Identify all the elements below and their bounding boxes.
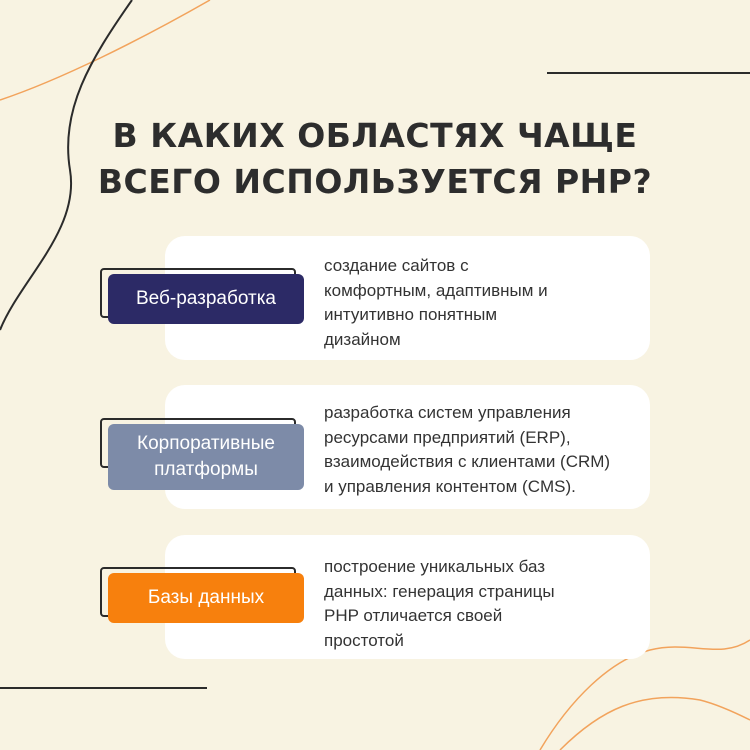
desc-web-line: создание сайтов с [324, 256, 469, 275]
desc-db-line: PHP отличается своей [324, 606, 503, 625]
desc-db [324, 555, 654, 653]
desc-corporate-line: разработка систем управления [324, 403, 571, 422]
tag-web-label [108, 274, 304, 324]
tag-corporate-text-2: платформы [154, 459, 258, 480]
desc-corporate [324, 401, 654, 499]
tag-db [100, 567, 305, 625]
tag-db-label [108, 573, 304, 623]
tag-corporate-text-1: Корпоративные [137, 433, 275, 454]
desc-web-line: дизайном [324, 329, 401, 349]
desc-db-line: построение уникальных баз [324, 557, 546, 576]
desc-db-line: простотой [324, 630, 404, 650]
orange-curve-top [0, 0, 210, 100]
desc-corporate-line: ресурсами предприятий (ERP), [324, 427, 571, 447]
title-line-2: ВСЕГО ИСПОЛЬЗУЕТСЯ PHP? [97, 162, 653, 201]
page-title [60, 113, 690, 205]
desc-web-line: комфортным, адаптивным и [324, 280, 548, 300]
title-line-1: В КАКИХ ОБЛАСТЯХ ЧАЩЕ [112, 116, 638, 155]
tag-web-text: Веб-разработка [135, 288, 277, 309]
tag-corporate [100, 418, 305, 492]
tag-web [100, 268, 305, 326]
desc-corporate-line: взаимодействия с клиентами (CRM) [324, 452, 611, 471]
tag-corporate-label [108, 424, 304, 490]
desc-web-line: интуитивно понятным [324, 305, 498, 324]
tag-db-text: Базы данных [147, 587, 265, 608]
desc-db-line: данных: генерация страницы [324, 581, 555, 601]
desc-corporate-line: и управления контентом (CMS). [324, 476, 576, 496]
desc-web [324, 254, 654, 352]
orange-curve-bottom-2 [560, 697, 750, 750]
